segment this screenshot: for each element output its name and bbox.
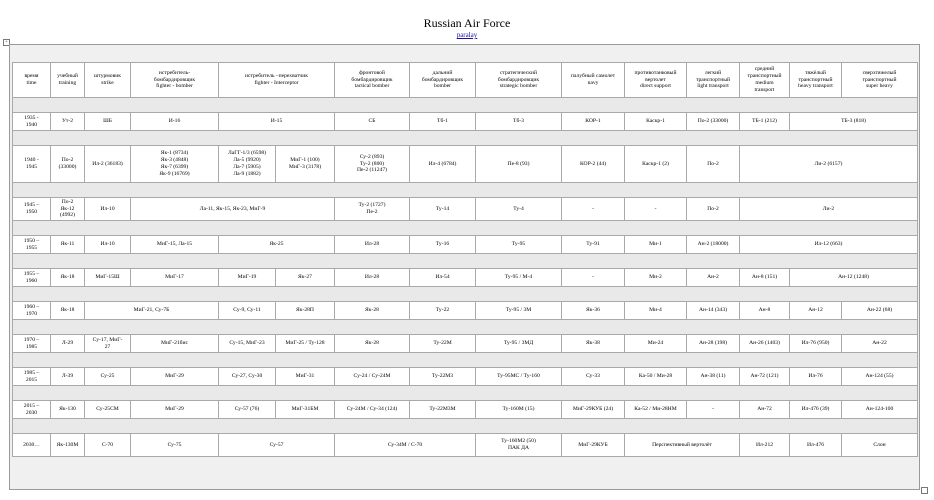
cell-navy: КОР-1: [562, 113, 625, 131]
spacer-row: [13, 287, 918, 302]
cell-fighter-bomber: МиГ-21бис: [131, 335, 219, 353]
cell-tactical: Як-28: [335, 302, 410, 320]
cell-interceptor-b: Як-28П: [276, 302, 335, 320]
cell-support: Ми-24: [625, 335, 687, 353]
cell-strike: Су-25СМ: [85, 401, 131, 419]
cell-super: Ан-22 (68): [842, 302, 918, 320]
spacer-row: [13, 183, 918, 198]
cell-super: Ан-124 (55): [842, 368, 918, 386]
cell-support: Ка-50 / Ми-28: [625, 368, 687, 386]
cell-navy: Як-36: [562, 302, 625, 320]
cell-fighters: Ла-11, Як-15, Як-23, МиГ-9: [131, 198, 335, 221]
cell-medium: Ан-8: [740, 302, 790, 320]
cell-heavy-super: Ан-12 (1248): [790, 269, 918, 287]
cell-interceptor-b: МиГ-31: [276, 368, 335, 386]
cell-time: 1955 – 1960: [13, 269, 51, 287]
cell-tactical: Ту-2 (1727) Пе-2: [335, 198, 410, 221]
cell-bomber: Ту-14: [410, 198, 476, 221]
cell-interceptor-a: Су-15, МиГ-23: [219, 335, 276, 353]
spacer-row: [13, 353, 918, 368]
header-row: [13, 63, 918, 98]
cell-fighter-bomber: Су-75: [131, 434, 219, 457]
cell-support: Ми-1: [625, 236, 687, 254]
cell-bomber: Ту-22М3М: [410, 401, 476, 419]
cell-strategic: Ту-95 / 3МД: [476, 335, 562, 353]
cell-interceptor-a: Су-57 (76): [219, 401, 276, 419]
cell-time: 1935 - 1940: [13, 113, 51, 131]
cell-light: По-2 (33000): [687, 113, 740, 131]
cell-training: По-2 (33000): [51, 146, 85, 183]
source-link[interactable]: paralay: [456, 31, 478, 39]
cell-heavy: Ил-476: [790, 434, 842, 457]
table-resize-handle-icon[interactable]: [921, 487, 928, 494]
cell-strike: С-70: [85, 434, 131, 457]
cell-fighter-bomber: МиГ-15, Ла-15: [131, 236, 219, 254]
cell-training: Л-39: [51, 368, 85, 386]
cell-strategic: Ту-95 / 3М: [476, 302, 562, 320]
cell-light: Ан-38 (11): [687, 368, 740, 386]
cell-strategic: Ту-160М2 (50) ПАК ДА: [476, 434, 562, 457]
cell-light: Ан-2 (18000): [687, 236, 740, 254]
cell-strategic: Тб-3: [476, 113, 562, 131]
cell-strategic: Ту-95: [476, 236, 562, 254]
cell-tactical: Як-28: [335, 335, 410, 353]
header-direct-support: противотанковый вертолет direct support: [625, 63, 687, 98]
cell-bomber: Ту-22М: [410, 335, 476, 353]
cell-fighter-bomber: МиГ-29: [131, 368, 219, 386]
cell-bomber: Тб-1: [410, 113, 476, 131]
spacer-row: [13, 386, 918, 401]
cell-heavy-super: ТБ-3 (818): [790, 113, 918, 131]
cell-bomber: Ил-54: [410, 269, 476, 287]
cell-medium: Ан-72 (121): [740, 368, 790, 386]
cell-training: Як-18: [51, 269, 85, 287]
cell-heavy: Ан-12: [790, 302, 842, 320]
cell-strike: Ил-10: [85, 198, 131, 221]
cell-strike: МиГ-15Ш: [85, 269, 131, 287]
header-strategic-bomber: стратегический бомбардировщик strategic bomber: [476, 63, 562, 98]
cell-interceptor: Як-25: [219, 236, 335, 254]
page-title: Russian Air Force: [423, 16, 511, 30]
cell-interceptor-b: МиГ-31БМ: [276, 401, 335, 419]
cell-interceptor-b: МиГ-25 / Ту-128: [276, 335, 335, 353]
cell-strike: Ил-10: [85, 236, 131, 254]
cell-interceptor-a: ЛаГГ-1/3 (6598) Ла-5 (9920) Ла-7 (5905) Ла-9 (1882): [219, 146, 276, 183]
header-medium-transport: средний транспортный medium transport: [740, 63, 790, 98]
cell-tactical: Су-2 (893) Ту-2 (800) Пе-2 (11247): [335, 146, 410, 183]
cell-support-light: Перспективный вертолёт: [625, 434, 740, 457]
table-row: [13, 368, 918, 386]
cell-bomber: Ил-4 (6784): [410, 146, 476, 183]
cell-super: Ан-22: [842, 335, 918, 353]
cell-time: 1970 – 1985: [13, 335, 51, 353]
cell-light: Ан-14 (343): [687, 302, 740, 320]
cell-time: 2015 – 2030: [13, 401, 51, 419]
cell-navy: КОР-2 (44): [562, 146, 625, 183]
cell-fighter-bomber: МиГ-29: [131, 401, 219, 419]
cell-navy: Су-33: [562, 368, 625, 386]
cell-strategic: Ту-4: [476, 198, 562, 221]
cell-tactical: Су-24 / Су-24М: [335, 368, 410, 386]
header-navy: палубный самолет navy: [562, 63, 625, 98]
cell-interceptor-b: Як-27: [276, 269, 335, 287]
cell-interceptor-a: Су-27, Су-30: [219, 368, 276, 386]
cell-strike: ШБ: [85, 113, 131, 131]
aircraft-table: [12, 62, 918, 457]
cell-medium-heavy-super: Ил-12 (663): [740, 236, 918, 254]
cell-interceptor: И-15: [219, 113, 335, 131]
table-row: [13, 335, 918, 353]
cell-training: Л-29: [51, 335, 85, 353]
cell-strike: Су-25: [85, 368, 131, 386]
cell-interceptor-a: МиГ-19: [219, 269, 276, 287]
cell-navy: -: [562, 269, 625, 287]
table-row: [13, 198, 918, 221]
cell-strike-fighter-bomber: МиГ-21, Су-7Б: [85, 302, 219, 320]
header-training: учебный training: [51, 63, 85, 98]
cell-navy: Ту-91: [562, 236, 625, 254]
cell-medium: Ан-26 (1403): [740, 335, 790, 353]
header-super-heavy: сверхтяжелый транспортный super heavy: [842, 63, 918, 98]
cell-strategic: Ту-160М (15): [476, 401, 562, 419]
table-row: [13, 302, 918, 320]
table-row: [13, 269, 918, 287]
cell-support: Каскр-1: [625, 113, 687, 131]
cell-strike: Ил-2 (36183): [85, 146, 131, 183]
header-strike: штурмовик strike: [85, 63, 131, 98]
cell-time: 1960 – 1970: [13, 302, 51, 320]
cell-support: -: [625, 198, 687, 221]
table-row: [13, 146, 918, 183]
cell-support: Ка-52 / Ми-28НМ: [625, 401, 687, 419]
cell-heavy: Ил-76: [790, 368, 842, 386]
table-row: [13, 236, 918, 254]
cell-light: Ан-28 (198): [687, 335, 740, 353]
cell-strategic: Пе-8 (93): [476, 146, 562, 183]
spacer-row: [13, 254, 918, 269]
cell-tactical: СБ: [335, 113, 410, 131]
cell-time: 1945 – 1950: [13, 198, 51, 221]
cell-strategic: Ту-95МС / Ту-160: [476, 368, 562, 386]
cell-light: По-2: [687, 146, 740, 183]
cell-medium: Ан-72: [740, 401, 790, 419]
table-move-handle-icon[interactable]: +: [3, 39, 10, 46]
cell-super: Слон: [842, 434, 918, 457]
table-row: [13, 434, 918, 457]
cell-light: По-2: [687, 198, 740, 221]
cell-tactical: Ил-28: [335, 236, 410, 254]
cell-fighter-bomber: И-16: [131, 113, 219, 131]
cell-tactical: Ил-28: [335, 269, 410, 287]
cell-heavy: Ил-476 (39): [790, 401, 842, 419]
spacer-row: [13, 320, 918, 335]
cell-training: Як-18: [51, 302, 85, 320]
cell-bomber: Ту-22М3: [410, 368, 476, 386]
header-interceptor: истребитель –перехватчик fighter - Interceptor: [219, 63, 335, 98]
spacer-row: [13, 98, 918, 113]
cell-medium: Ил-212: [740, 434, 790, 457]
cell-medium-heavy-super: Ли-2: [740, 198, 918, 221]
cell-heavy: Ил-76 (950): [790, 335, 842, 353]
cell-interceptor-b: МиГ-1 (100) МиГ-3 (3178): [276, 146, 335, 183]
table-row: [13, 401, 918, 419]
spacer-row: [13, 221, 918, 236]
cell-training: Як-130: [51, 401, 85, 419]
cell-light: -: [687, 401, 740, 419]
header-bomber: дальний бомбардировщик bomber: [410, 63, 476, 98]
cell-navy: Як-38: [562, 335, 625, 353]
cell-light: Ан-2: [687, 269, 740, 287]
cell-fighter-bomber: Як-1 (8734) Як-3 (4848) Як-7 (6399) Як-9 (16769): [131, 146, 219, 183]
header-time: время time: [13, 63, 51, 98]
cell-strike: Су-17, МиГ- 27: [85, 335, 131, 353]
cell-medium: ТБ-1 (212): [740, 113, 790, 131]
table-row: [13, 113, 918, 131]
cell-support: Ми-4: [625, 302, 687, 320]
header-fighter-bomber: истребитель- бомбардировщик fighter - bomber: [131, 63, 219, 98]
cell-strategic: Ту-95 / М-4: [476, 269, 562, 287]
cell-tactical-bomber: Су-34М / С-70: [335, 434, 476, 457]
header-heavy-transport: тяжёлый транспортный heavy transport: [790, 63, 842, 98]
cell-time: 1940 - 1945: [13, 146, 51, 183]
cell-support: Ми-2: [625, 269, 687, 287]
cell-training: Як-130М: [51, 434, 85, 457]
cell-training: Ут-2: [51, 113, 85, 131]
cell-navy: МиГ-29КУБ (24): [562, 401, 625, 419]
cell-medium: Ан-8 (151): [740, 269, 790, 287]
spacer-row: [13, 131, 918, 146]
cell-time: 2030…: [13, 434, 51, 457]
cell-time: 1950 – 1955: [13, 236, 51, 254]
cell-navy: МиГ-29КУБ: [562, 434, 625, 457]
cell-bomber: Ту-16: [410, 236, 476, 254]
cell-time: 1985 – 2015: [13, 368, 51, 386]
cell-medium-heavy-super: Ли-2 (6157): [740, 146, 918, 183]
cell-fighter-bomber: МиГ-17: [131, 269, 219, 287]
cell-interceptor-a: Су-9, Су-11: [219, 302, 276, 320]
cell-interceptor: Су-57: [219, 434, 335, 457]
cell-bomber: Ту-22: [410, 302, 476, 320]
cell-tactical: Су-24М / Су-34 (124): [335, 401, 410, 419]
cell-training: Як-11: [51, 236, 85, 254]
cell-training: По-2 Як-12 (4992): [51, 198, 85, 221]
spacer-row: [13, 419, 918, 434]
header-light-transport: легкий транспортный light transport: [687, 63, 740, 98]
cell-super: Ан-124-100: [842, 401, 918, 419]
cell-navy: -: [562, 198, 625, 221]
header-tactical-bomber: фронтовой бомбардировщик tactical bomber: [335, 63, 410, 98]
cell-support: Каскр-1 (2): [625, 146, 687, 183]
